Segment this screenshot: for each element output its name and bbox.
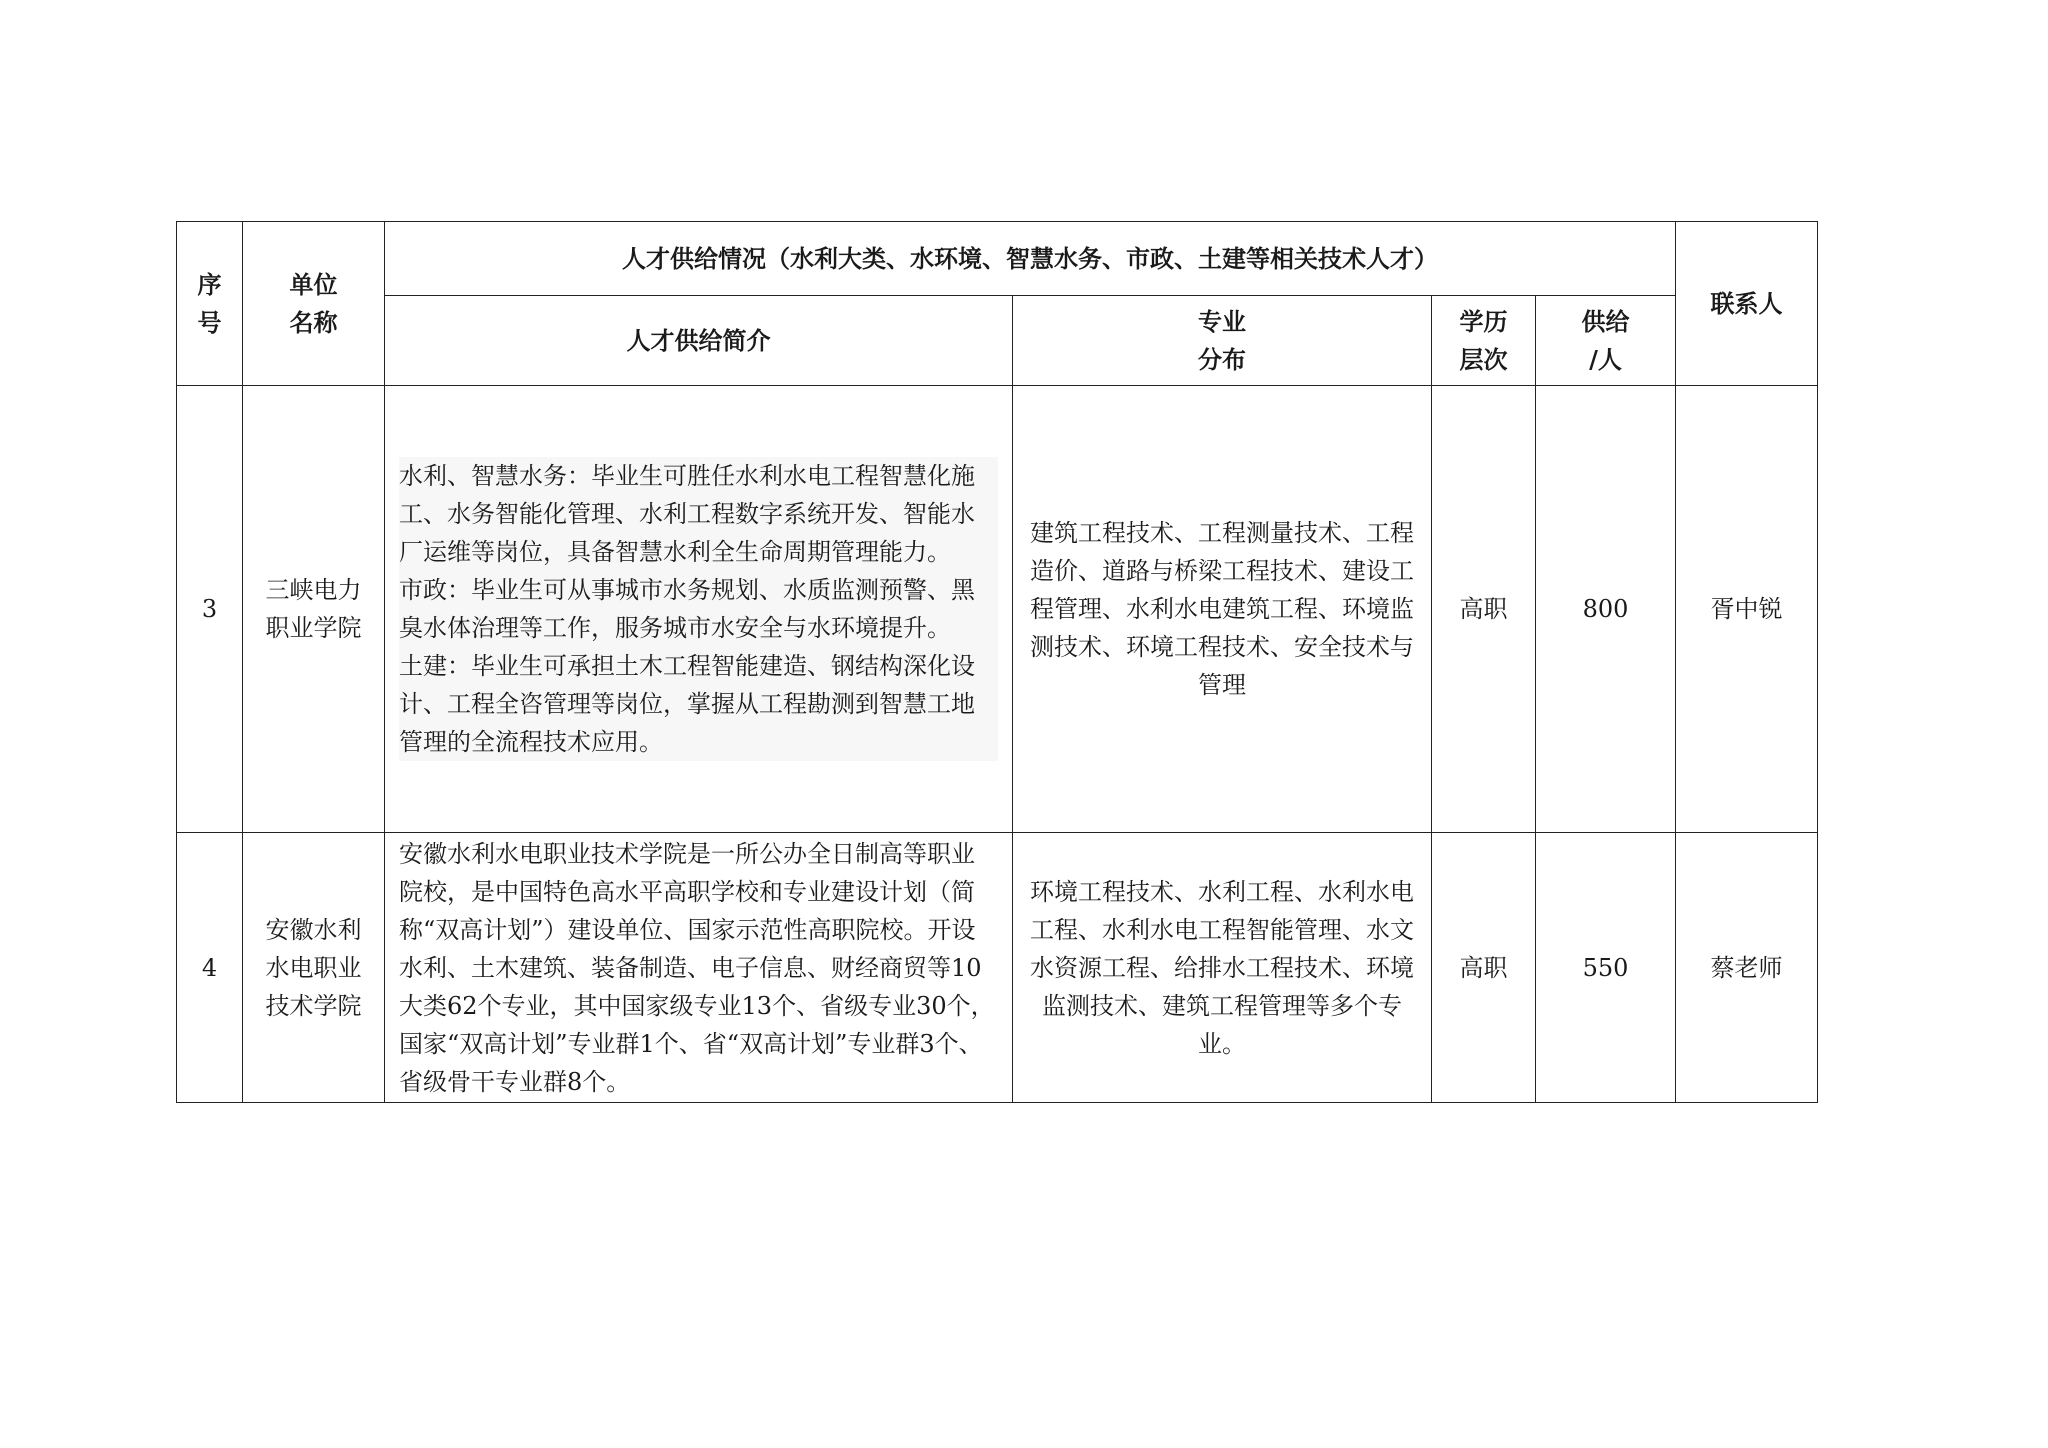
header-row-1 bbox=[177, 222, 1818, 296]
row-majors: 环境工程技术、水利工程、水利水电工程、水利水电工程智能管理、水文水资源工程、给排水工程技术、环境监测技术、建筑工程管理等多个专业。 bbox=[1013, 833, 1432, 1103]
row-intro bbox=[385, 386, 1013, 833]
row-majors: 建筑工程技术、工程测量技术、工程造价、道路与桥梁工程技术、建设工程管理、水利水电建筑工程、环境监测技术、环境工程技术、安全技术与管理 bbox=[1013, 386, 1432, 833]
header-row-2 bbox=[177, 296, 1818, 386]
row-contact: 胥中锐 bbox=[1676, 386, 1818, 833]
header-count: 供给 /人 bbox=[1536, 296, 1676, 386]
header-major: 专业 分布 bbox=[1013, 296, 1432, 386]
header-unit-name: 单位 名称 bbox=[243, 222, 385, 386]
row-intro bbox=[385, 833, 1013, 1103]
table-row bbox=[177, 833, 1818, 1103]
row-count: 550 bbox=[1536, 833, 1676, 1103]
header-education: 学历 层次 bbox=[1432, 296, 1536, 386]
row-contact: 蔡老师 bbox=[1676, 833, 1818, 1103]
talent-supply-table bbox=[176, 221, 1818, 1103]
intro-paragraph: 土建：毕业生可承担土木工程智能建造、钢结构深化设计、工程全咨管理等岗位，掌握从工程勘测到智慧工地管理的全流程技术应用。 bbox=[399, 652, 975, 756]
intro-paragraph: 市政：毕业生可从事城市水务规划、水质监测预警、黑臭水体治理等工作，服务城市水安全与水环境提升。 bbox=[399, 576, 975, 642]
row-unit-name: 安徽水利 水电职业 技术学院 bbox=[243, 833, 385, 1103]
row-seq: 3 bbox=[177, 386, 243, 833]
header-contact: 联系人 bbox=[1676, 222, 1818, 386]
row-education: 高职 bbox=[1432, 386, 1536, 833]
intro-paragraph: 水利、智慧水务：毕业生可胜任水利水电工程智慧化施工、水务智能化管理、水利工程数字系统开发、智能水厂运维等岗位，具备智慧水利全生命周期管理能力。 bbox=[399, 462, 975, 566]
row-seq: 4 bbox=[177, 833, 243, 1103]
table-row bbox=[177, 386, 1818, 833]
row-education: 高职 bbox=[1432, 833, 1536, 1103]
intro-paragraph: 安徽水利水电职业技术学院是一所公办全日制高等职业院校，是中国特色高水平高职学校和专业建设计划（简称“双高计划”）建设单位、国家示范性高职院校。开设水利、土木建筑、装备制造、电子信息、财经商贸等10大类62个专业，其中国家级专业13个、省级专业30个，国家“双高计划”专业群1个、省“双高计划”专业群3个、省级骨干专业群8个。 bbox=[399, 839, 995, 1096]
header-intro: 人才供给简介 bbox=[385, 296, 1013, 386]
row-count: 800 bbox=[1536, 386, 1676, 833]
header-supply-title: 人才供给情况（水利大类、水环境、智慧水务、市政、土建等相关技术人才） bbox=[385, 222, 1676, 296]
row-unit-name: 三峡电力 职业学院 bbox=[243, 386, 385, 833]
header-seq: 序 号 bbox=[177, 222, 243, 386]
